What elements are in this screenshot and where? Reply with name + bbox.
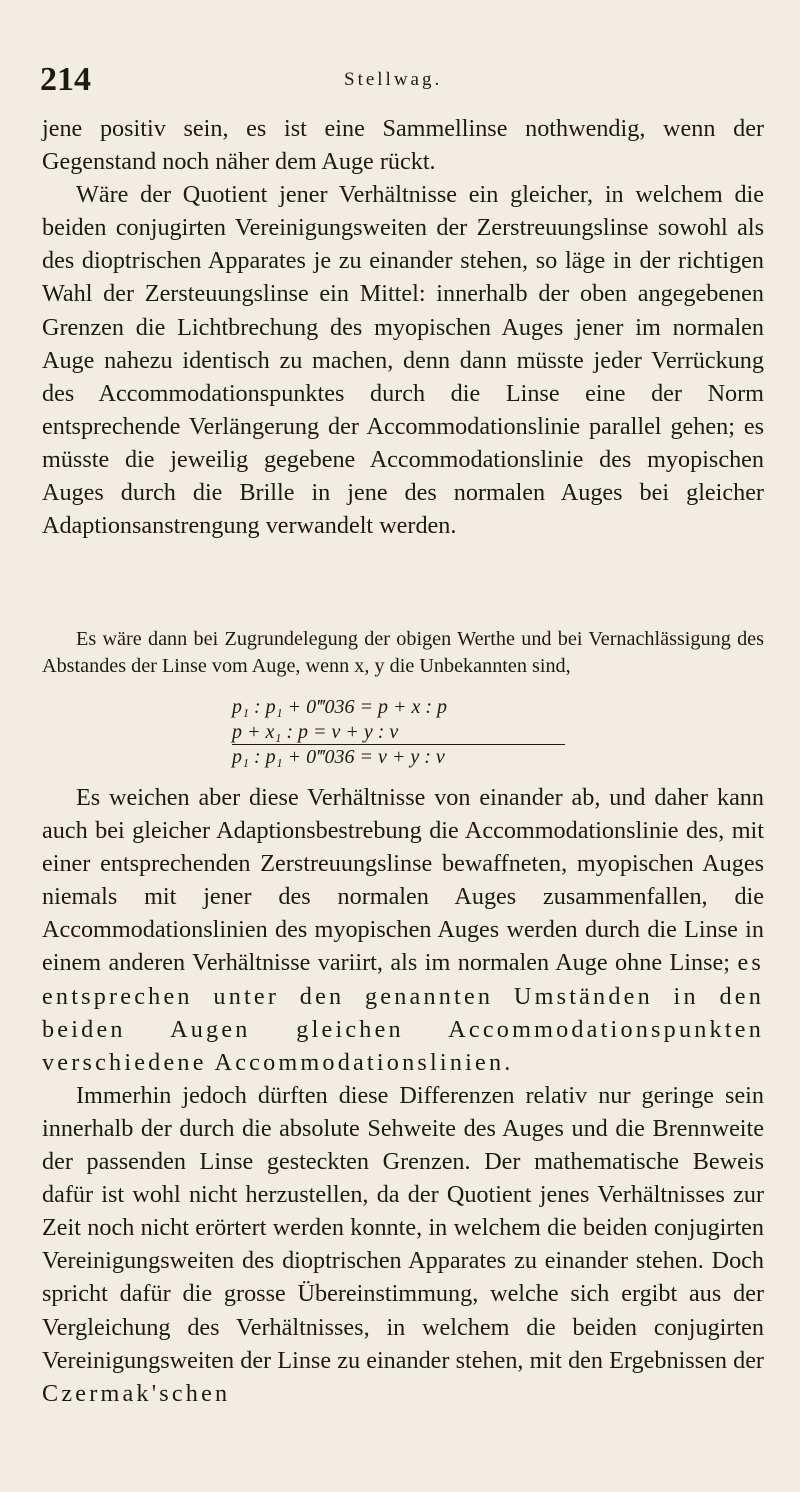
equation-2: p + x₁ : p = v + y : v — [232, 721, 399, 743]
equation-3: p₁ : p₁ + 0‴036 = v + y : v — [232, 746, 445, 768]
small-print-paragraph: Es wäre dann bei Zugrundelegung der obigen Werthe und bei Vernachlässigung des Abstandes der Linse vom Auge, wenn x, y die Unbekannten sind, — [42, 628, 764, 677]
page-number: 214 — [40, 61, 91, 98]
equation-rule — [232, 744, 565, 745]
emphasized-conclusion: es entsprechen unter den genannten Umständen in den beiden Augen gleichen Accommodationspunkten verschiedene Accommodationslinien. — [42, 949, 765, 1076]
paragraph-immerhin-text: Immerhin jedoch dürften diese Differenzen relativ nur geringe sein innerhalb der durch die absolute Sehweite des Auges und die Brennweite der passenden Linse gesteckten Grenzen. Der mathematische Beweis dafür ist wohl nicht herzustellen, da der Quotient jenes Verhältnisses zur Zeit noch nicht erörtert werden konnte, in welchem die beiden conjugirten Vereinigungsweiten des dioptrischen Apparates zu einander stehen. Doch spricht dafür die grosse Übereinstimmung, welche sich ergibt aus der Vergleichung des Verhältnisses, in welchem die beiden conjugirten Vereinigungsweiten der Linse zu einander stehen, mit den Ergebnissen der — [42, 1081, 764, 1374]
equation-1: p₁ : p₁ + 0‴036 = p + x : p — [232, 696, 447, 718]
paragraph-quotient: Wäre der Quotient jener Verhältnisse ein gleicher, in welchem die beiden conjugirten Vereinigungsweiten der Zerstreuungslinse sowohl als des dioptrischen Apparates je zu einander stehen, so läge in der richtigen Wahl der Zersteuungslinse ein Mittel: innerhalb der oben angegebenen Grenzen die Lichtbrechung des myopischen Auges jener im normalen Auge nahezu identisch zu machen, denn dann müsste jeder Verrückung des Accommodationspunktes durch die Linse eine der Norm entsprechende Verlängerung der Accommodationslinie parallel gehen; es müsste die jeweilig gegebene Accommodationslinie des myopischen Auges durch die Brille in jene des normalen Auges bei gleicher Adaptionsanstrengung verwandelt werden. — [42, 181, 764, 540]
equation-block — [232, 695, 572, 770]
paragraph-differences — [42, 781, 764, 1079]
paragraph-immerhin — [42, 1079, 764, 1410]
paragraph-differences-text: Es weichen aber diese Verhältnisse von einander ab, und daher kann auch bei gleicher Adaptionsbestrebung die Accommodationslinie des, mit einer entsprechenden Zerstreuungslinse bewaffneten, myopischen Auges niemals mit jener des normalen Auges zusammenfallen, die Accommodationslinien des myopischen Auges werden durch die Linse in einem anderen Verhältnisse variirt, als im normalen Auge ohne Linse; — [42, 784, 764, 977]
paragraph-continuation: jene positiv sein, es ist eine Sammellinse nothwendig, wenn der Gegenstand noch näher dem Auge rückt. — [42, 115, 764, 176]
upper-text-block — [42, 112, 764, 542]
lower-text-block — [42, 781, 764, 1410]
running-head: Stellwag. — [344, 69, 443, 90]
page-header — [40, 60, 740, 100]
czermak-name: Czermak'schen — [42, 1379, 231, 1407]
